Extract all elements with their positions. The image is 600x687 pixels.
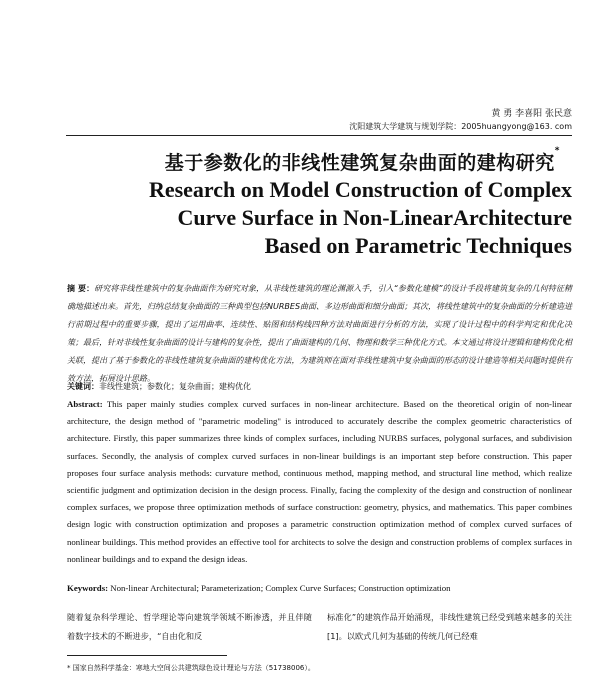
chinese-keywords-text: 非线性建筑；参数化；复杂曲面；建构优化 [99, 382, 251, 391]
footnote-marker: * [67, 664, 71, 672]
chinese-title [40, 148, 560, 175]
english-title-line-1: Research on Model Construction of Complex [148, 177, 572, 202]
english-abstract-label: Abstract: [67, 399, 103, 409]
author-names: 黄 勇 李喜阳 张民意 [491, 109, 572, 119]
english-abstract [67, 396, 572, 568]
chinese-keywords [67, 381, 572, 392]
english-keywords-label: Keywords: [67, 583, 109, 593]
title-footnote-marker: * [554, 146, 560, 156]
chinese-abstract-label: 摘 要： [67, 284, 95, 293]
footnote-rule [67, 655, 227, 656]
chinese-abstract-text: 研究将非线性建筑中的复杂曲面作为研究对象，从非线性建筑的理论渊源入手，引入“参数化建模”的设计手段将建筑复杂的几何特征精确地描述出来。首先，归纳总结复杂曲面的三种典型包括NURBES曲面、多边形曲面和细分曲面；其次，将线性建筑中的复杂曲面的分析建造进行前期过程中的重要步骤，提出了运用曲率、连续性、贴图和结构线四种方法对曲面进行分析的方法，实现了设计过程中的科学判定和优化决策；最后，针对非线性复杂曲面的设计与建构的复杂性，提出了曲面建构的几何、物理和数学三种优化方式。本文通过将设计逻辑和建构优化相关联，提出了基于参数化的非线性建筑复杂曲面的建构优化方法，为建筑师在面对非线性建筑中复杂曲面的形态的设计建造等相关问题时提供有效方法，拓展设计思路。 [67, 284, 573, 383]
body-column-right: 标准化”的建筑作品开始涌现，非线性建筑已经受到越来越多的关注[1]。以欧式几何为基础的传统几何已经难 [327, 612, 572, 641]
english-title [40, 176, 572, 260]
author-affiliation: 沈阳建筑大学建筑与规划学院：2005huangyong@163. com [349, 122, 572, 131]
chinese-title-text: 基于参数化的非线性建筑复杂曲面的建构研究 [164, 152, 555, 174]
body-column-left: 随着复杂科学理论、哲学理论等向建筑学领域不断渗透，并且伴随着数字技术的不断进步，“自由化和反 [67, 612, 312, 641]
english-keywords [67, 583, 572, 593]
english-title-line-2: Curve Surface in Non-LinearArchitecture [177, 205, 572, 230]
english-title-line-3: Based on Parametric Techniques [264, 233, 572, 258]
chinese-abstract [67, 280, 572, 388]
english-keywords-text: Non-linear Architectural; Parameterization; Complex Curve Surfaces; Construction optimization [110, 583, 451, 593]
english-abstract-text: This paper mainly studies complex curved surfaces in non-linear architecture. Based on the theoretical origin of non-linear architecture, the design method of "parametric modeling" is introduced to accurately describe the complex geometric characteristics of architecture. Firstly, this paper summarizes three kinds of complex surfaces, including NURBS surfaces, polygonal surfaces, and subdivision surfaces. Secondly, the analysis of complex curved surfaces in non-linear buildings is an important step before construction. This paper proposes four surface analysis methods: curvature method, continuous method, mapping method, and structural line method, which realize scientific judgment and optimization decision in the design process. Finally, facing the complexity of the design and construction of nonlinear complex surfaces, we propose three optimization methods of surface construction: geometry, physics, and mathematics. This paper combines design logic with construction optimization and proposes a parametric construction optimization method of complex curved surfaces of nonlinear buildings. This method provides an effective tool for architects to solve the design and construction problems of complex surfaces in nonlinear buildings and to expand the design ideas. [67, 399, 572, 564]
footnote-text: 国家自然科学基金：寒地大空间公共建筑绿色设计理论与方法（51738006）。 [72, 664, 315, 672]
header-rule [66, 135, 572, 136]
chinese-keywords-label: 关键词： [67, 382, 99, 391]
footnote [67, 663, 572, 673]
